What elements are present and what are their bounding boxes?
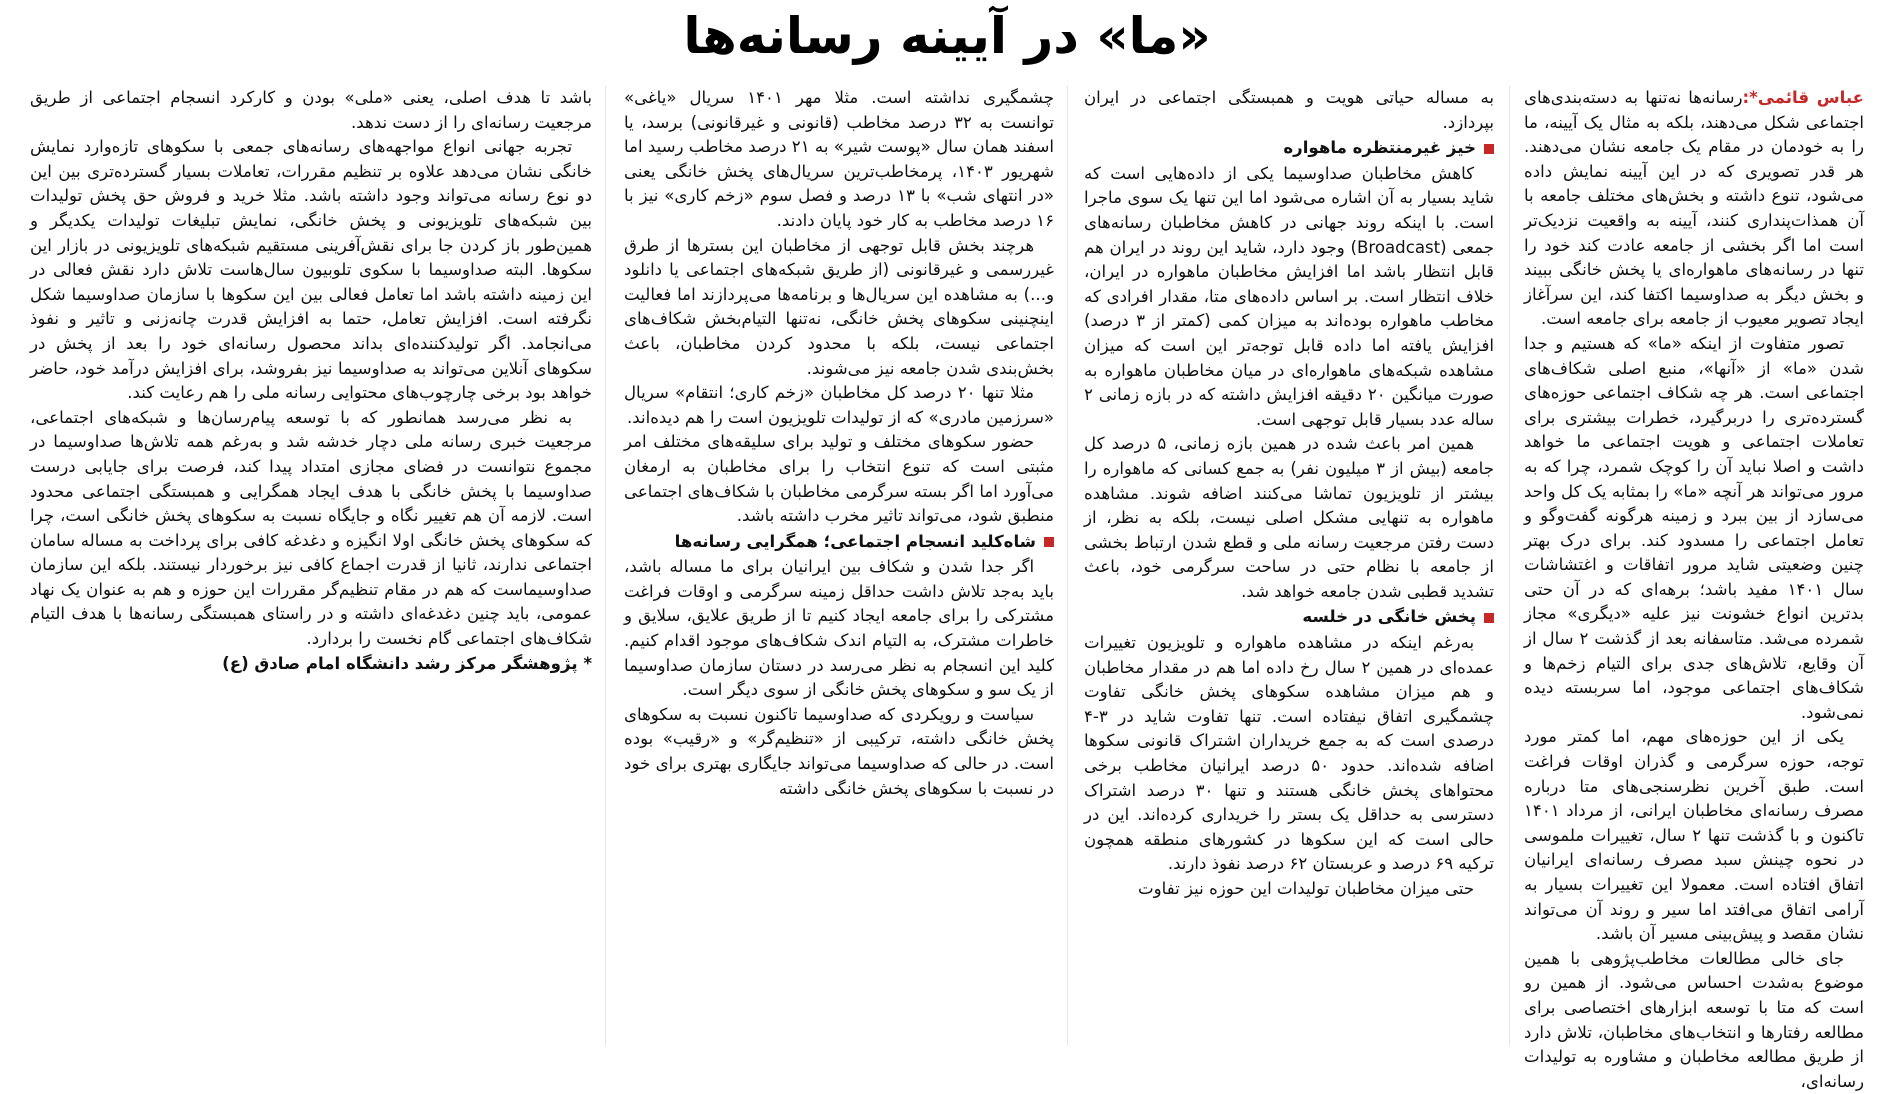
paragraph: اگر جدا شدن و شکاف بین ایرانیان برای ما مساله باشد، باید به‌جد تلاش داشت حداقل زمینه سرگرمی و اوقات فراغت مشترکی را برای جامعه ایجاد کنیم تا از طریق علایق، سلایق و خاطرات مشترک، به التیام اندک شکاف‌های موجود اقدام کنیم. کلید این انسجام به نظر می‌رسد در دستان سازمان صداوسیما از یک سو و سکوهای پخش خانگی از سوی دیگر است. <box>624 557 1054 700</box>
paragraph: به‌رغم اینکه در مشاهده ماهواره و تلویزیون تغییرات عمده‌ای در همین ۲ سال رخ داده اما هم در مقدار مخاطبان و هم میزان مشاهده سکوهای پخش خانگی تفاوت چشمگیری اتفاق نیفتاده است. تنها تفاوت شاید در ۳-۴ درصدی است که به جمع خریداران اشتراک قانونی سکوها اضافه شده‌اند. حدود ۵۰ درصد ایرانیان مخاطب برخی محتواهای پخش خانگی هستند و تنها ۳۰ درصد اشتراک دسترسی به حداقل یک بستر را خریداری کرده‌اند. این در حالی است که این سکوها در کشورهای منطقه همچون ترکیه ۶۹ درصد و عربستان ۶۲ درصد نفوذ دارند. <box>1084 633 1494 874</box>
paragraph: جای خالی مطالعات مخاطب‌پژوهی با همین موضوع به‌شدت احساس می‌شود. از همین رو است که متا با توسعه ابزارهای اختصاصی برای مطالعه رفتارها و انتخاب‌های مخاطبان، تلاش دارد از طریق مطالعه مخاطبان و مشاوره به تولیدات رسانه‌ای، <box>1524 948 1864 1091</box>
paragraph: تجربه جهانی انواع مواجهه‌های رسانه‌های جمعی با سکوهای تازه‌وارد نمایش خانگی نشان می‌دهد علاوه بر تنظیم مقررات، تعاملات بسیار گسترده‌تری بین این دو نوع رسانه می‌تواند وجود داشته باشد. مثلا خرید و فروش حق پخش تولیدات بین شبکه‌های تلویزیونی و پخش خانگی، نمایش تبلیغات تولیدات یکدیگر و همین‌طور باز کردن جا برای نقش‌آفرینی مستقیم شبکه‌های تلویزیونی در بازار این سکوها. البته صداوسیما با سکوی تلوبیون سال‌هاست تلاش دارد نقش فعالی در این زمینه داشته باشد اما تعامل فعالی بین این سکوها با سازمان صداوسیما شکل نگرفته است. افزایش تعامل، حتما به افزایش قدرت چانه‌زنی و تاثیر و نفوذ می‌انجامد. اگر تولیدکننده‌ای بداند محصول رسانه‌ای خود را بعد از پخش در سکوهای آنلاین می‌تواند به صداوسیما نیز بفروشد، برای افزایش درآمد خود، حاضر خواهد بود برخی چارچوب‌های محتوایی رسانه ملی را هم رعایت کند. <box>30 137 592 403</box>
red-square-icon <box>1484 144 1494 154</box>
column-2 <box>1084 86 1494 1046</box>
red-square-icon <box>1484 613 1494 623</box>
paragraph: حتی میزان مخاطبان تولیدات این حوزه نیز تفاوت <box>1138 879 1475 898</box>
column-divider <box>1067 86 1068 1046</box>
subheading <box>624 530 1054 555</box>
paragraph: یکی از این حوزه‌های مهم، اما کمتر مورد توجه، حوزه سرگرمی و گذران اوقات فراغت است. طبق آخرین نظرسنجی‌های متا درباره مصرف رسانه‌ای مخاطبان ایرانی، از مرداد ۱۴۰۱ تاکنون و با گذشت تنها ۲ سال، تغییرات ملموسی در نحوه چینش سبد مصرف رسانه‌ای ایرانیان اتفاق افتاده است. معمولا این تغییرات بسیار به آرامی اتفاق می‌افتد اما سیر و روند آن می‌تواند نشان مقصد و پیش‌بینی مسیر آن باشد. <box>1524 727 1864 944</box>
column-divider <box>1509 86 1510 1046</box>
paragraph <box>1524 86 1864 332</box>
paragraph: مثلا تنها ۲۰ درصد کل مخاطبان «زخم کاری؛ انتقام» سریال «سرزمین مادری» که از تولیدات تلویزیون است را هم دیده‌اند. <box>624 383 1054 427</box>
author-name: عباس قائمی*: <box>1742 88 1864 107</box>
red-square-icon <box>1044 537 1054 547</box>
subheading <box>1084 605 1494 630</box>
column-divider <box>605 86 606 1046</box>
paragraph: باشد تا هدف اصلی، یعنی «ملی» بودن و کارکرد انسجام اجتماعی از طریق مرجعیت رسانه‌ای را از دست ندهد. <box>30 88 592 132</box>
subheading-text: شاه‌کلید انسجام اجتماعی؛ همگرایی رسانه‌ها <box>674 531 1036 551</box>
subheading-text: پخش خانگی در خلسه <box>1302 607 1476 627</box>
paragraph: به مساله حیاتی هویت و همبستگی اجتماعی در ایران بپردازد. <box>1084 88 1494 132</box>
paragraph: هرچند بخش قابل توجهی از مخاطبان این بسترها از طرق غیررسمی و غیرقانونی (از طریق شبکه‌های اجتماعی یا دانلود و...) به مشاهده این سریال‌ها و برنامه‌ها می‌پردازند اما فعالیت اینچنینی سکوهای پخش خانگی، نه‌تنها التیام‌بخش شکاف‌های اجتماعی نیست، بلکه با محدود کردن مخاطبان، باعث بخش‌بندی شدن جامعه نیز می‌شوند. <box>624 235 1054 378</box>
article-headline: «ما» در آیینه رسانه‌ها <box>683 7 1211 65</box>
paragraph: تصور متفاوت از اینکه «ما» که هستیم و جدا شدن «ما» از «آنها»، منبع اصلی شکاف‌های اجتماعی است. هر چه شکاف اجتماعی حوزه‌های گسترده‌تری را دربرگیرد، خطرات بیشتری برای تعاملات اجتماعی و هویت اجتماعی ما خواهد داشت و اصلا نباید آن را کوچک شمرد، چرا که به مرور می‌تواند هر آنچه «ما» را بمثابه یک کل واحد می‌سازد از بین ببرد و زمینه هرگونه گفت‌وگو و تعامل اجتماعی را مسدود کند. برای درک بهتر چنین وضعیتی شاید مرور اتفاقات و اغتشاشات سال ۱۴۰۱ مفید باشد؛ برهه‌ای که در آن حتی بدترین انواع خشونت نیز علیه «دیگری» مجاز شمرده می‌شد. متاسفانه بعد از گذشت ۲ سال از آن وقایع، تلاش‌های جدی برای التیام زخم‌ها و شکاف‌های اجتماعی موجود، اما سربسته دیده نمی‌شود. <box>1524 333 1864 722</box>
subheading <box>1084 136 1494 161</box>
author-footnote: * پژوهشگر مرکز رشد دانشگاه امام صادق (ع) <box>222 653 592 673</box>
paragraph: سیاست و رویکردی که صداوسیما تاکنون نسبت به سکوهای پخش خانگی داشته، ترکیبی از «تنظیم‌گر» و «رقیب» بوده است. در حالی که صداوسیما می‌تواند جایگاری بهتری برای خود در نسبت با سکوهای پخش خانگی داشته <box>624 704 1054 798</box>
subheading-text: خیز غیرمنتظره ماهواره <box>1283 138 1476 158</box>
paragraph: حضور سکوهای مختلف و تولید برای سلیقه‌های مختلف امر مثبتی است که تنوع انتخاب را برای مخاطبان به ارمغان می‌آورد اما اگر بسته سرگرمی مخاطبان با شکاف‌های اجتماعی منطبق شود، می‌تواند تاثیر مخرب داشته باشد. <box>624 432 1054 526</box>
paragraph: چشمگیری نداشته است. مثلا مهر ۱۴۰۱ سریال «یاغی» توانست به ۳۲ درصد مخاطب (قانونی و غیرقانونی) برسد، یا اسفند همان سال «پوست شیر» به ۲۱ درصد مخاطب رسید اما شهریور ۱۴۰۳، پرمخاطب‌ترین سریال‌های پخش خانگی یعنی «در انتهای شب» با ۱۳ درصد و فصل سوم «زخم کاری» نیز با ۱۶ درصد مخاطب به کار خود پایان دادند. <box>624 88 1055 230</box>
column-4 <box>30 86 592 1046</box>
column-1 <box>1524 86 1864 1091</box>
paragraph: به نظر می‌رسد همانطور که با توسعه پیام‌رسان‌ها و شبکه‌های اجتماعی، مرجعیت خبری رسانه ملی دچار خدشه شد و به‌رغم همه تلاش‌ها صداوسیما در مجموع نتوانست در فضای مجازی امتداد پیدا کند، فرصت برای جایابی درست صداوسیما با پخش خانگی با هدف ایجاد همگرایی و همبستگی اجتماعی محدود است. لازمه آن هم تغییر نگاه و جایگاه نسبت به سکوهای پخش خانگی است، چرا که سکوهای پخش خانگی اولا انگیزه و دغدغه کافی برای پرداخت به مساله سامان اجتماعی ندارند، ثانیا از قدرت اجماع کافی نیز برخوردار نیستند. بلکه این سازمان صداوسیماست که هم در مقام تنظیم‌گر مقررات این حوزه و هم به عنوان یک نهاد عمومی، باید چنین دغدغه‌ای داشته و در راستای همبستگی رسانه‌ها با هدف التیام شکاف‌های اجتماعی گام نخست را بردارد. <box>30 407 592 649</box>
paragraph: کاهش مخاطبان صداوسیما یکی از داده‌هایی است که شاید بسیار به آن اشاره می‌شود اما این تنها یک سوی ماجرا است. با اینکه روند جهانی در کاهش مخاطبان رسانه‌های جمعی (Broadcast) وجود دارد، شاید این روند در ایران هم قابل انتظار باشد اما افزایش مخاطبان ماهواره در ایران، خلاف انتظار است. بر اساس داده‌های متا، مقدار افرادی که مخاطب ماهواره بوده‌اند به میزان کمی (کمتر از ۳ درصد) افزایش یافته اما داده قابل توجه‌تر این است که میزان مشاهده شبکه‌های ماهواره‌ای در میان مخاطبان ماهواره به صورت میانگین ۲۰ دقیقه افزایش داشته که در بازه زمانی ۲ ساله عدد بسیار قابل توجهی است. <box>1084 163 1495 429</box>
column-3 <box>624 86 1054 1046</box>
paragraph: همین امر باعث شده در همین بازه زمانی، ۵ درصد کل جامعه (بیش از ۳ میلیون نفر) به جمع کسانی که ماهواره را بیشتر از تلویزیون تماشا می‌کنند اضافه شوند. مشاهده ماهواره به تنهایی مشکل اصلی نیست، بلکه به نظر، از دست رفتن مرجعیت رسانه ملی و قطع شدن ارتباط بخشی از جامعه با نظام حتی در ساحت سرگرمی خود، باعث تشدید قطبی شدن جامعه خواهد شد. <box>1084 434 1494 601</box>
paragraph-text: رسانه‌ها نه‌تنها به دسته‌بندی‌های اجتماعی شکل می‌دهند، بلکه به مثال یک آیینه، ما را به خودمان در مقام یک جامعه نشان می‌دهند. هر قدر تصویری که در این آیینه نمایش داده می‌شود، تنوع داشته و بخش‌های مختلف جامعه با آن همذات‌پنداری کنند، آیینه به واقعیت نزدیک‌تر است اما اگر بخشی از جامعه عادت کند خود را تنها در رسانه‌های ماهواره‌ای یا پخش خانگی ببیند و بخش دیگر به صداوسیما اکتفا کند، این سرآغاز ایجاد تصویر معیوب از جامعه برای جامعه است. <box>1524 88 1864 329</box>
